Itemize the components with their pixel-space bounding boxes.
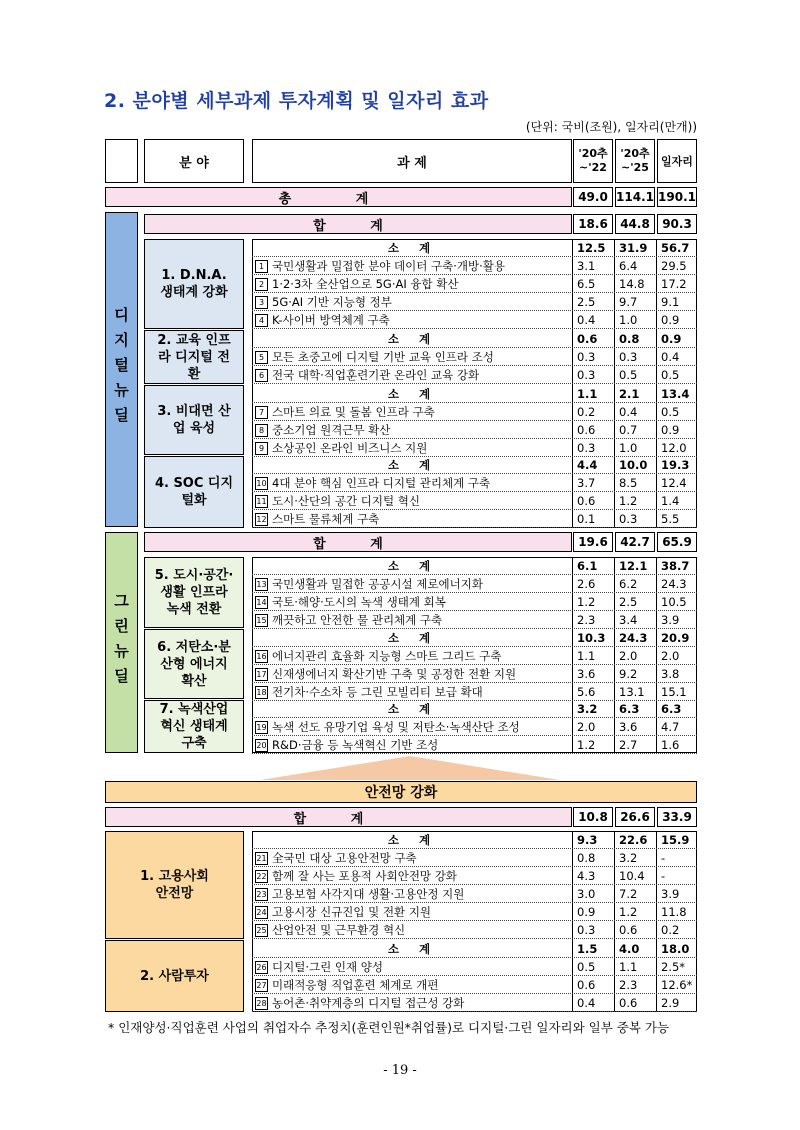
task-text [252, 647, 571, 665]
task-value-1: 0.3 [577, 441, 596, 455]
task-value-3: - [661, 851, 666, 865]
task-number-badge: 17 [256, 670, 267, 679]
task-value-2: 0.3 [619, 350, 638, 364]
task-value-1: 0.5 [577, 960, 596, 974]
task-row [252, 903, 697, 921]
task-value-2: 2.3 [619, 978, 638, 992]
task-label: 4대 분야 핵심 인프라 디지털 관리체계 구축 [272, 476, 491, 490]
task-label: 소상공인 온라인 비즈니스 지원 [272, 441, 428, 455]
green-total-v2: 42.7 [615, 532, 655, 552]
task-label: 중소기업 원격근무 확산 [272, 423, 391, 437]
task-value-3: 29.5 [661, 259, 687, 273]
task-value-1: 0.6 [577, 494, 596, 508]
task-value-1: 2.6 [577, 577, 596, 591]
task-value-2: 6.2 [619, 577, 638, 591]
digital-cat-2 [144, 330, 244, 384]
digital-total-v1: 18.6 [573, 214, 613, 234]
task-text [252, 736, 571, 754]
green-side-label [105, 532, 138, 753]
task-value-1: 0.9 [577, 905, 596, 919]
task-label: R&D·금융 등 녹색혁신 기반 조성 [272, 738, 439, 752]
task-text [252, 593, 571, 611]
task-value-1: 0.4 [577, 996, 596, 1010]
green-cat-5 [144, 557, 244, 628]
task-number-badge: 14 [256, 598, 267, 607]
digital-cat-2-name: 2. 교육 인프라 디지털 전환 [157, 332, 231, 382]
subtotal-row [252, 629, 697, 647]
task-text [252, 683, 571, 701]
task-text [252, 439, 571, 457]
task-value-2: 3.6 [619, 720, 638, 734]
task-value-2: 1.0 [619, 313, 638, 327]
task-value-3: 24.3 [661, 577, 687, 591]
task-row [252, 421, 697, 439]
task-value-3: 12.6* [661, 978, 693, 992]
task-value-3: 11.8 [661, 905, 687, 919]
task-value-3: 2.0 [661, 649, 680, 663]
task-number-badge: 18 [256, 688, 267, 697]
task-row [252, 665, 697, 683]
task-value-1: 0.8 [577, 851, 596, 865]
task-value-3: 0.2 [661, 923, 680, 937]
task-value-3: 0.4 [661, 350, 680, 364]
task-row [252, 275, 697, 293]
subtotal-label: 소 계 [387, 332, 439, 346]
digital-side-text: 디지털뉴딜 [112, 307, 130, 432]
digital-total-text: 합 계 [313, 218, 403, 234]
task-value-3: 9.1 [661, 295, 680, 309]
task-text [252, 994, 571, 1012]
green-cat-7-name: 7. 녹색산업 혁신 생태계 구축 [159, 702, 229, 751]
task-text [252, 849, 571, 867]
subtotal-value-1: 1.1 [577, 387, 598, 401]
task-label: 도시·산단의 공간 디지털 혁신 [272, 494, 420, 508]
task-number-badge: 10 [256, 479, 267, 488]
task-value-3: 15.1 [661, 685, 687, 699]
subtotal-value-1: 9.3 [577, 833, 598, 847]
task-value-1: 1.2 [577, 595, 596, 609]
green-total-label [144, 532, 572, 552]
task-row [252, 474, 697, 492]
task-value-3: 17.2 [661, 277, 687, 291]
task-number-badge: 24 [256, 908, 267, 917]
task-text [252, 665, 571, 683]
green-total-v3: 65.9 [657, 532, 697, 552]
task-number-badge: 4 [255, 314, 268, 327]
task-text [252, 885, 571, 903]
task-number-badge: 27 [256, 981, 267, 990]
task-row [252, 958, 697, 976]
task-text [252, 510, 571, 528]
task-text [252, 867, 571, 885]
task-label: 모든 초중고에 디지털 기반 교육 인프라 조성 [272, 350, 494, 364]
task-row [252, 311, 697, 329]
task-label: 산업안전 및 근무환경 혁신 [272, 923, 406, 937]
task-value-2: 6.4 [619, 259, 638, 273]
subtotal-label: 소 계 [387, 458, 439, 472]
grand-total-label [105, 187, 572, 207]
task-row [252, 736, 697, 754]
task-text [252, 958, 571, 976]
task-value-3: 3.9 [661, 887, 680, 901]
task-label: 스마트 의료 및 돌봄 인프라 구축 [272, 405, 435, 419]
subtotal-value-3: 19.3 [661, 458, 690, 472]
safety-total-text: 합 계 [293, 811, 384, 827]
task-value-3: 0.9 [661, 313, 680, 327]
safety-total-v3: 33.9 [657, 807, 697, 827]
subtotal-value-2: 2.1 [619, 387, 640, 401]
task-label: 녹색 선도 유망기업 육성 및 저탄소·녹색산단 조성 [272, 720, 520, 734]
task-row [252, 647, 697, 665]
task-number-badge: 26 [256, 963, 267, 972]
unit-note: (단위: 국비(조원), 일자리(만개)) [525, 120, 697, 134]
task-label: 국토·해양·도시의 녹색 생태계 회복 [272, 595, 446, 609]
subtotal-value-1: 10.3 [577, 631, 606, 645]
task-value-3: 0.5 [661, 405, 680, 419]
task-value-2: 2.7 [619, 738, 638, 752]
task-value-1: 0.1 [577, 512, 596, 526]
task-row [252, 718, 697, 736]
subtotal-value-2: 12.1 [619, 559, 648, 573]
task-text [252, 293, 571, 311]
task-text [252, 348, 571, 366]
subtotal-value-2: 4.0 [619, 942, 640, 956]
task-label: 디지털·그린 인재 양성 [272, 960, 383, 974]
task-number-badge: 6 [255, 369, 268, 382]
subtotal-row [252, 239, 697, 257]
task-number-badge: 7 [255, 406, 268, 419]
task-value-2: 0.4 [619, 405, 638, 419]
task-row [252, 885, 697, 903]
task-text [252, 575, 571, 593]
task-value-3: 1.6 [661, 738, 680, 752]
task-value-1: 3.1 [577, 259, 596, 273]
task-text [252, 976, 571, 994]
subtotal-row [252, 385, 697, 403]
task-value-1: 2.3 [577, 613, 596, 627]
task-value-3: 5.5 [661, 512, 680, 526]
task-row [252, 593, 697, 611]
task-value-2: 1.0 [619, 441, 638, 455]
task-number-badge: 9 [255, 442, 268, 455]
task-value-2: 0.7 [619, 423, 638, 437]
task-row [252, 257, 697, 275]
task-label: 미래적응형 직업훈련 체계로 개편 [272, 978, 439, 992]
task-number-badge: 25 [256, 926, 267, 935]
subtotal-row [252, 831, 697, 849]
task-value-1: 6.5 [577, 277, 596, 291]
task-value-3: 12.4 [661, 476, 687, 490]
task-label: 함께 잘 사는 포용적 사회안전망 강화 [272, 869, 457, 883]
header-col2-text: '20추 ~'25 [620, 147, 650, 174]
green-cat-6-name: 6. 저탄소·분산형 에너지 확산 [157, 639, 231, 689]
task-number-badge: 19 [256, 723, 267, 732]
task-label: 농어촌·취약계층의 디지털 접근성 강화 [272, 996, 465, 1010]
subtotal-label: 소 계 [387, 942, 439, 956]
header-col2 [615, 139, 655, 183]
task-label: 고용보험 사각지대 생활·고용안정 지원 [272, 887, 465, 901]
digital-side-label [105, 212, 138, 527]
task-text [252, 403, 571, 421]
task-label: 신재생에너지 확산기반 구축 및 공정한 전환 지원 [272, 667, 517, 681]
task-value-3: 12.0 [661, 441, 687, 455]
task-label: 국민생활과 밀접한 공공시설 제로에너지화 [272, 577, 483, 591]
task-number-badge: 16 [256, 652, 267, 661]
task-label: 전기차·수소차 등 그린 모빌리티 보급 확대 [272, 685, 483, 699]
safety-cat-2-name: 2. 사람투자 [140, 968, 209, 984]
subtotal-value-2: 24.3 [619, 631, 648, 645]
green-cat-5-name: 5. 도시·공간·생활 인프라 녹색 전환 [154, 568, 234, 617]
digital-cat-4 [144, 456, 244, 528]
header-col1 [573, 139, 613, 183]
task-value-3: 2.5* [661, 960, 686, 974]
safety-cat-2 [105, 940, 244, 1012]
digital-cat-3 [144, 385, 244, 455]
arrow-polygon [260, 756, 560, 780]
safety-cat-1 [105, 831, 244, 939]
task-text [252, 474, 571, 492]
task-value-1: 0.3 [577, 923, 596, 937]
header-col3: 일자리 [657, 139, 697, 183]
header-task: 과 제 [252, 139, 572, 183]
task-number-badge: 23 [256, 890, 267, 899]
task-text [252, 311, 571, 329]
digital-total-label [144, 214, 572, 234]
header-col1-text: '20추 ~'22 [578, 147, 608, 174]
header-blank [105, 139, 138, 183]
safety-header-text: 안전망 강화 [364, 785, 438, 801]
safety-total-v2: 26.6 [615, 807, 655, 827]
up-arrow-shape [260, 756, 560, 780]
task-value-1: 0.3 [577, 350, 596, 364]
task-value-3: 4.7 [661, 720, 680, 734]
task-value-1: 3.0 [577, 887, 596, 901]
task-number-badge: 12 [256, 515, 267, 524]
task-value-2: 10.4 [619, 869, 645, 883]
task-label: 국민생활과 밀접한 분야 데이터 구축·개방·활용 [272, 259, 506, 273]
task-label: 스마트 물류체계 구축 [272, 512, 380, 526]
task-number-badge: 15 [256, 616, 267, 625]
subtotal-value-2: 0.8 [619, 332, 640, 346]
task-text [252, 492, 571, 510]
task-number-badge: 3 [255, 296, 268, 309]
task-row [252, 492, 697, 510]
task-value-3: - [661, 869, 666, 883]
page-title: 2. 분야별 세부과제 투자계획 및 일자리 효과 [104, 90, 489, 112]
task-value-2: 0.6 [619, 996, 638, 1010]
task-row [252, 575, 697, 593]
digital-cat-4-name: 4. SOC 디지털화 [154, 476, 234, 508]
header-field: 분 야 [144, 139, 244, 183]
subtotal-label: 소 계 [387, 631, 439, 645]
subtotal-value-2: 22.6 [619, 833, 648, 847]
task-text [252, 921, 571, 939]
task-text [252, 275, 571, 293]
task-value-2: 0.3 [619, 512, 638, 526]
subtotal-value-1: 6.1 [577, 559, 598, 573]
task-number-badge: 1 [255, 260, 268, 273]
task-value-1: 2.0 [577, 720, 596, 734]
task-number-badge: 8 [255, 424, 268, 437]
grand-total-text: 총 계 [278, 191, 399, 207]
subtotal-value-1: 1.5 [577, 942, 598, 956]
task-value-3: 3.9 [661, 613, 680, 627]
subtotal-row [252, 557, 697, 575]
task-value-2: 1.1 [619, 960, 638, 974]
subtotal-label: 소 계 [387, 387, 439, 401]
task-text [252, 718, 571, 736]
subtotal-value-3: 20.9 [661, 631, 690, 645]
task-number-badge: 5 [255, 351, 268, 364]
task-label: K-사이버 방역체계 구축 [272, 313, 390, 327]
task-value-2: 7.2 [619, 887, 638, 901]
subtotal-row [252, 940, 697, 958]
task-row [252, 976, 697, 994]
task-value-1: 0.4 [577, 313, 596, 327]
task-row [252, 348, 697, 366]
task-text [252, 903, 571, 921]
task-value-2: 13.1 [619, 685, 645, 699]
task-value-2: 2.0 [619, 649, 638, 663]
grand-total-v3: 190.1 [657, 187, 697, 207]
green-cat-6 [144, 629, 244, 699]
task-label: 5G·AI 기반 지능형 정부 [272, 295, 392, 309]
task-row [252, 611, 697, 629]
task-value-1: 3.7 [577, 476, 596, 490]
task-number-badge: 13 [256, 580, 267, 589]
subtotal-value-1: 12.5 [577, 241, 606, 255]
green-total-text: 합 계 [313, 536, 403, 552]
subtotal-label: 소 계 [387, 702, 439, 716]
task-value-3: 1.4 [661, 494, 680, 508]
safety-header [105, 781, 697, 803]
task-value-1: 0.3 [577, 368, 596, 382]
subtotal-value-2: 6.3 [619, 702, 640, 716]
task-label: 전국 대학·직업훈련기관 온라인 교육 강화 [272, 368, 480, 382]
task-value-3: 0.9 [661, 423, 680, 437]
task-text [252, 421, 571, 439]
task-value-2: 9.7 [619, 295, 638, 309]
task-text [252, 257, 571, 275]
task-number-badge: 22 [256, 872, 267, 881]
task-row [252, 403, 697, 421]
green-total-v1: 19.6 [573, 532, 613, 552]
task-row [252, 867, 697, 885]
task-value-3: 2.9 [661, 996, 680, 1010]
task-row [252, 849, 697, 867]
subtotal-value-3: 18.0 [661, 942, 690, 956]
grand-total-v2: 114.1 [615, 187, 655, 207]
task-row [252, 683, 697, 701]
subtotal-row [252, 456, 697, 474]
task-value-2: 0.6 [619, 923, 638, 937]
task-value-2: 3.4 [619, 613, 638, 627]
task-row [252, 994, 697, 1012]
digital-cat-1 [144, 239, 244, 329]
task-value-1: 0.6 [577, 423, 596, 437]
task-text [252, 366, 571, 384]
safety-total-label [105, 807, 572, 827]
task-value-1: 2.5 [577, 295, 596, 309]
subtotal-value-3: 6.3 [661, 702, 682, 716]
subtotal-value-3: 13.4 [661, 387, 690, 401]
task-value-1: 1.2 [577, 738, 596, 752]
grand-total-v1: 49.0 [573, 187, 613, 207]
footnote: * 인재양성·직업훈련 사업의 취업자수 추정치(훈련인원*취업률)로 디지털·그린 일자리와 일부 중복 가능 [108, 1020, 670, 1035]
task-number-badge: 21 [256, 854, 267, 863]
digital-cat-3-name: 3. 비대면 산업 육성 [157, 404, 231, 436]
task-value-2: 8.5 [619, 476, 638, 490]
task-row [252, 293, 697, 311]
task-row [252, 510, 697, 528]
subtotal-row [252, 700, 697, 718]
task-number-badge: 2 [255, 278, 268, 291]
task-number-badge: 28 [256, 999, 267, 1008]
subtotal-value-3: 0.9 [661, 332, 682, 346]
green-cat-7 [144, 700, 244, 753]
task-value-1: 5.6 [577, 685, 596, 699]
subtotal-value-2: 10.0 [619, 458, 648, 472]
task-value-2: 2.5 [619, 595, 638, 609]
subtotal-value-1: 4.4 [577, 458, 598, 472]
subtotal-value-1: 0.6 [577, 332, 598, 346]
subtotal-value-3: 15.9 [661, 833, 690, 847]
task-value-1: 0.6 [577, 978, 596, 992]
task-label: 全국민 대상 고용안전망 구축 [272, 851, 417, 865]
subtotal-row [252, 330, 697, 348]
task-value-3: 10.5 [661, 595, 687, 609]
task-row [252, 366, 697, 384]
task-label: 에너지관리 효율화 지능형 스마트 그리드 구축 [272, 649, 502, 663]
task-value-3: 0.5 [661, 368, 680, 382]
digital-total-v3: 90.3 [657, 214, 697, 234]
task-value-3: 3.8 [661, 667, 680, 681]
subtotal-value-2: 31.9 [619, 241, 648, 255]
subtotal-value-3: 56.7 [661, 241, 690, 255]
task-value-2: 1.2 [619, 905, 638, 919]
task-number-badge: 20 [256, 741, 267, 750]
task-value-2: 9.2 [619, 667, 638, 681]
subtotal-label: 소 계 [387, 833, 439, 847]
subtotal-label: 소 계 [387, 559, 439, 573]
subtotal-value-3: 38.7 [661, 559, 690, 573]
task-label: 깨끗하고 안전한 물 관리체계 구축 [272, 613, 443, 627]
subtotal-label: 소 계 [387, 241, 439, 255]
green-side-text: 그린뉴딜 [112, 592, 130, 693]
task-value-1: 1.1 [577, 649, 596, 663]
task-number-badge: 11 [256, 497, 267, 506]
task-value-2: 1.2 [619, 494, 638, 508]
task-value-1: 3.6 [577, 667, 596, 681]
task-text [252, 611, 571, 629]
task-label: 고용시장 신규진입 및 전환 지원 [272, 905, 432, 919]
subtotal-value-1: 3.2 [577, 702, 598, 716]
digital-total-v2: 44.8 [615, 214, 655, 234]
task-value-1: 0.2 [577, 405, 596, 419]
safety-cat-1-name: 1. 고용사회 안전망 [140, 869, 209, 901]
task-label: 1·2·3차 全산업으로 5G·AI 융합 확산 [272, 277, 459, 291]
task-value-2: 0.5 [619, 368, 638, 382]
task-row [252, 439, 697, 457]
task-value-1: 4.3 [577, 869, 596, 883]
digital-cat-1-name: 1. D.N.A. 생태계 강화 [160, 268, 228, 300]
task-row [252, 921, 697, 939]
page-number: - 19 - [383, 1063, 417, 1078]
safety-total-v1: 10.8 [573, 807, 613, 827]
task-value-2: 14.8 [619, 277, 645, 291]
task-value-2: 3.2 [619, 851, 638, 865]
